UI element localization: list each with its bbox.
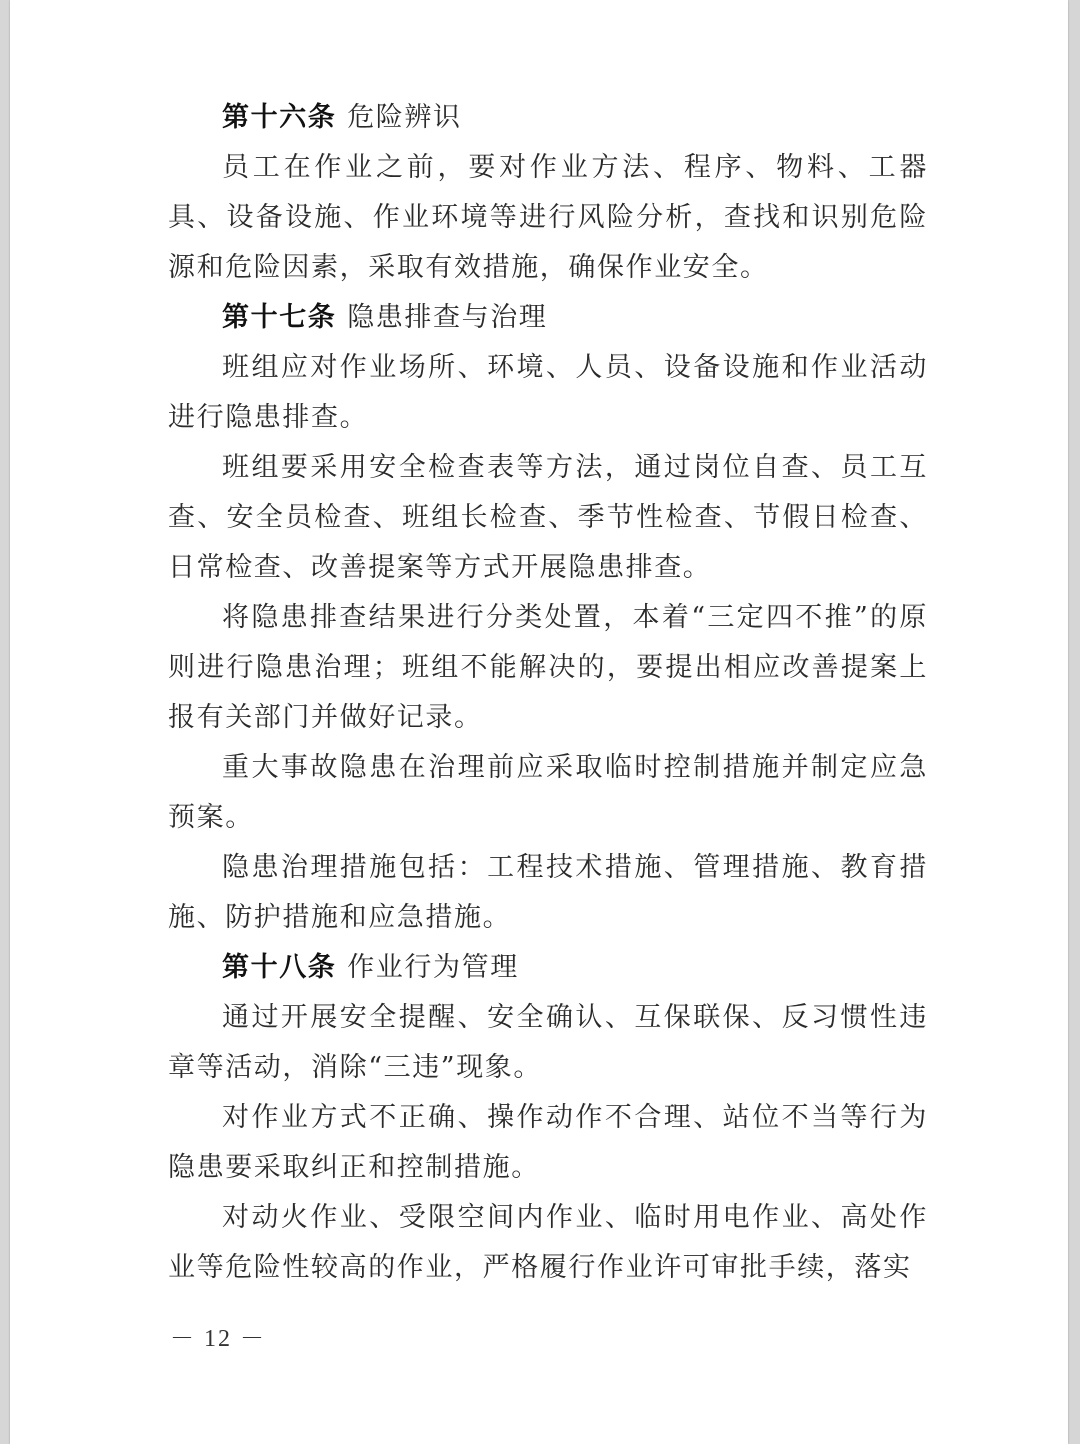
article-title: 作业行为管理 [347, 952, 519, 983]
article-18-heading [168, 943, 928, 993]
paragraph: 隐患治理措施包括：工程技术措施、管理措施、教育措施、防护措施和应急措施。 [168, 852, 928, 933]
article-16-heading [168, 93, 928, 143]
paragraph: 班组要采用安全检查表等方法，通过岗位自查、员工互查、安全员检查、班组长检查、季节性检查、节假日检查、日常检查、改善提案等方式开展隐患排查。 [168, 452, 928, 583]
article-number: 第十七条 [222, 302, 337, 333]
paragraph: 将隐患排查结果进行分类处置，本着“三定四不推”的原则进行隐患治理；班组不能解决的，要提出相应改善提案上报有关部门并做好记录。 [168, 602, 928, 733]
page-number: － 12 － [170, 1326, 266, 1352]
article-17-heading [168, 293, 928, 343]
paragraph: 班组应对作业场所、环境、人员、设备设施和作业活动进行隐患排查。 [168, 352, 928, 433]
article-title: 危险辨识 [347, 102, 462, 133]
article-number: 第十八条 [222, 952, 337, 983]
paragraph: 通过开展安全提醒、安全确认、互保联保、反习惯性违章等活动，消除“三违”现象。 [168, 1002, 928, 1083]
paragraph: 对动火作业、受限空间内作业、临时用电作业、高处作业等危险性较高的作业，严格履行作业许可审批手续，落实 [168, 1202, 928, 1283]
article-title: 隐患排查与治理 [347, 302, 548, 333]
document-page [10, 0, 1068, 1444]
document-body [168, 93, 928, 1293]
paragraph: 对作业方式不正确、操作动作不合理、站位不当等行为隐患要采取纠正和控制措施。 [168, 1102, 928, 1183]
paragraph: 员工在作业之前，要对作业方法、程序、物料、工器具、设备设施、作业环境等进行风险分析，查找和识别危险源和危险因素，采取有效措施，确保作业安全。 [168, 152, 928, 283]
paragraph: 重大事故隐患在治理前应采取临时控制措施并制定应急预案。 [168, 752, 928, 833]
article-number: 第十六条 [222, 102, 337, 133]
